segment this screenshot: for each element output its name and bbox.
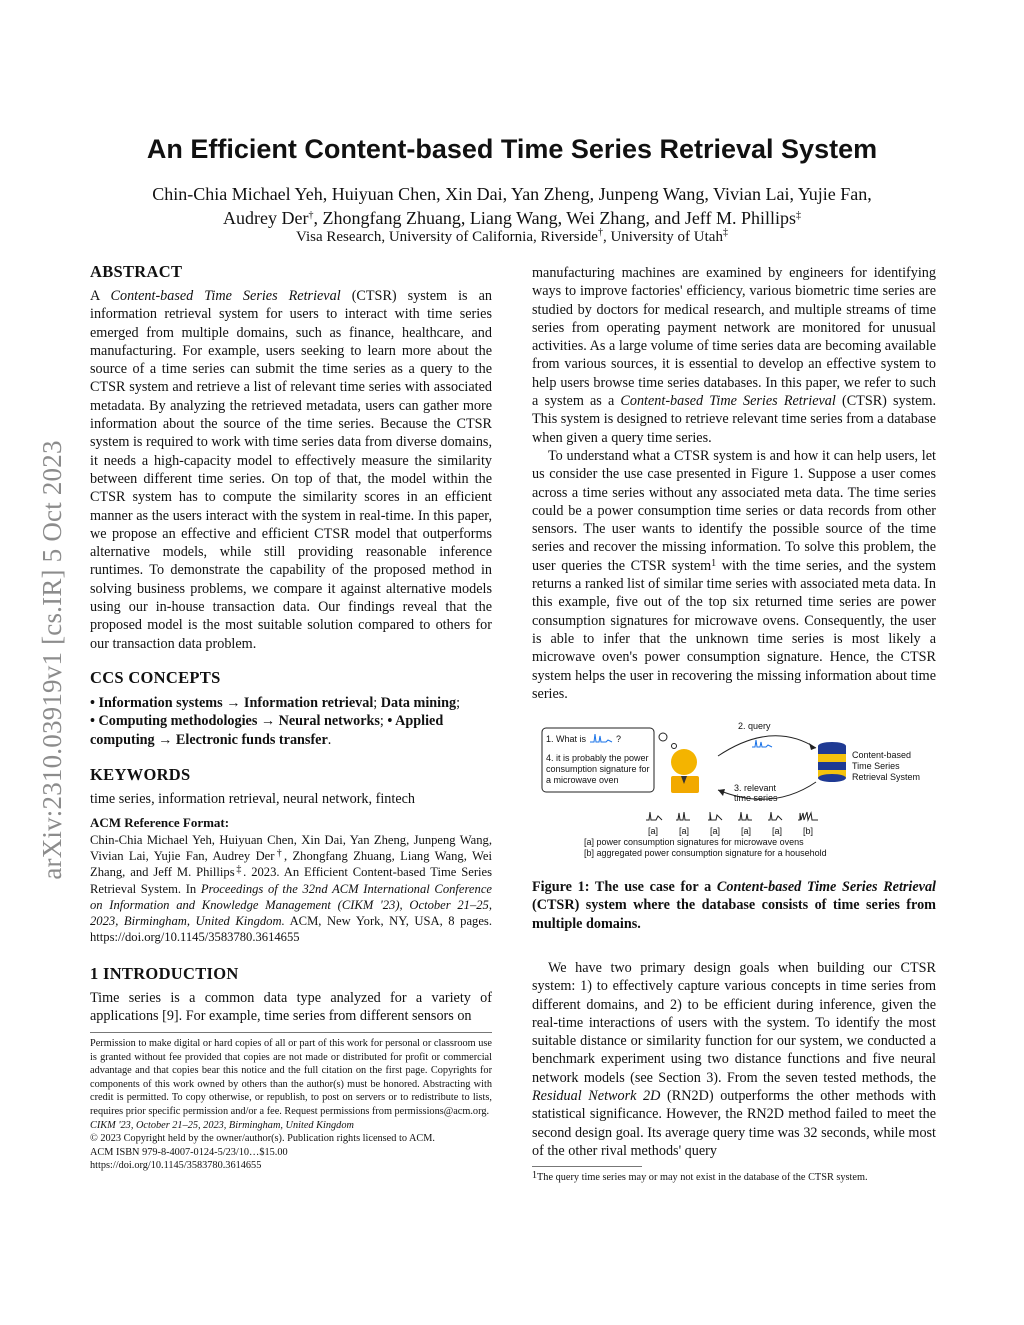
authors (120, 182, 904, 230)
keywords-heading: KEYWORDS (90, 765, 191, 784)
authors-line-2a: Audrey Der (223, 208, 309, 228)
bubble-answer-3: a microwave oven (546, 775, 619, 785)
permission-notice (90, 1037, 492, 1173)
thought-dot-small (672, 744, 677, 749)
db-label-1: Content-based (852, 750, 912, 760)
affiliation-visa-ucr: Visa Research, University of California, Riverside (296, 229, 598, 245)
text-part: with the time series, and the system returns a ranked list of similar time series with associated meta data. In this example, five out of the top six returned time series are power consumption signatures for microwave ovens. Consequently, the user is able to infer that the unknown time series is most likely a microwave oven's power consumption signature. Hence, the CTSR system helps the user in recovering the missing information about time series. (532, 557, 936, 702)
dagger-mark: † (274, 848, 284, 860)
reference-part: , Zhongfang Zhuang, Liang Wang, Wei Zhang, and Jeff M. Phillips (90, 849, 492, 880)
result-signal (738, 812, 752, 820)
result-label-2: [a] (679, 826, 690, 836)
ccs-sep: ; (379, 713, 388, 730)
result-label-3: [a] (710, 826, 721, 836)
db-label-2: Time Series (852, 761, 900, 771)
footnote-rule (90, 1032, 492, 1033)
ccs-sep: ; (373, 695, 381, 711)
intro-continued (532, 264, 936, 703)
result-label-1: [a] (648, 826, 659, 836)
intro-paragraph: Time series is a common data type analyzed for a variety of applications [9]. For example, time series from different sensors on (90, 990, 492, 1025)
figure-1-caption (532, 878, 936, 933)
ccs-heading: CCS CONCEPTS (90, 668, 221, 687)
bubble-question-mark: ? (616, 734, 622, 744)
query-signal-icon (590, 734, 612, 742)
ddagger-mark: ‡ (796, 210, 801, 221)
thought-dot-large (659, 733, 667, 741)
reference-part: Chin-Chia Michael Yeh, Huiyuan Chen, Xin Dai, Yan Zheng, Junpeng Wang, Vivian Lai, Yujie Fan, Audrey Der (90, 833, 492, 864)
ddagger-mark: ‡ (722, 227, 728, 238)
text-part: (CTSR) system. This system is designed to retrieve relevant time series from a database when given a query time series. (532, 393, 936, 446)
legend-b: [b] aggregated power consumption signature for a household (584, 848, 827, 858)
result-signal (676, 812, 690, 820)
abstract-text-part: A (90, 288, 111, 304)
authors-line-1: Chin-Chia Michael Yeh, Huiyuan Chen, Xin Dai, Yan Zheng, Junpeng Wang, Vivian Lai, Yujie Fan, (152, 184, 872, 204)
paper-title: An Efficient Content-based Time Series Retrieval System (146, 134, 878, 164)
reference-part: ACM, New York, NY, USA, 8 pages. https://doi.org/10.1145/3583780.3614655 (90, 914, 492, 945)
result-signal (798, 812, 818, 820)
caption-part: Figure 1: The use case for a (532, 879, 717, 895)
bubble-answer-1: 4. it is probably the power (546, 753, 649, 763)
query-label: 2. query (738, 721, 771, 731)
footnote-separator (532, 1166, 642, 1167)
legend-a: [a] power consumption signatures for microwave ovens (584, 837, 804, 847)
database-icon (818, 742, 846, 782)
abstract-text (90, 287, 492, 653)
relevant-label-2: time series (734, 793, 778, 803)
footnote-1 (532, 1171, 936, 1185)
permission-text: Permission to make digital or hard copies of all or part of this work for personal or classroom use is granted without fee provided that copies are not made or distributed for profit or commercial advantage and that copies bear this notice and the full citation on the first page. Copyrights for components of this work owned by others than the author(s) must be honored. Abstracting with credit is permitted. To copy otherwise, or republish, to post on servers or to redistribute to lists, requires prior specific permission and/or a fee. Request permissions from permissions@acm.org. (90, 1038, 492, 1117)
caption-part: (CTSR) system where the database consists of time series from multiple domains. (532, 897, 936, 932)
text-part: To understand what a CTSR system is and how it can help users, let us consider the use case presented in Figure 1. Suppose a user comes across a time series without any associated meta data. The time series could be a power consumption time series or data records from other sensors. The user wants to identify the possible source of the time series and recover the missing information. To solve this problem, the user queries the CTSR system (532, 447, 936, 574)
text-part: (RN2D) outperforms the other methods with statistical significance. However, the RN2D method failed to meet the second design goal. Its average query time was 32 seconds, while most of the other rival methods' query (532, 1088, 936, 1159)
ccs-concept: • Information systems → Information retrieval (90, 695, 374, 711)
footnote-text: The query time series may or may not exist in the database of the CTSR system. (537, 1172, 868, 1183)
isbn-line: ACM ISBN 979-8-4007-0124-5/23/10…$15.00 (90, 1146, 288, 1158)
result-label-4: [a] (741, 826, 752, 836)
user-icon (671, 749, 699, 793)
affiliation-utah: , University of Utah (602, 229, 723, 245)
abstract-emphasis: Content-based Time Series Retrieval (110, 288, 341, 304)
bubble-question: 1. What is (546, 734, 587, 744)
result-signal (646, 812, 662, 820)
dagger-mark: † (597, 227, 603, 238)
query-arrowhead (809, 743, 816, 750)
query-signal (752, 740, 772, 747)
design-goals-paragraph (532, 959, 936, 1160)
ccs-concept: Data mining (380, 695, 457, 711)
result-signals (646, 812, 818, 820)
ccs-concept: • Applied computing → Electronic funds transfer (90, 713, 444, 748)
ddagger-mark: ‡ (234, 864, 244, 876)
text-emphasis: Content-based Time Series Retrieval (620, 393, 836, 410)
reference-text (90, 832, 492, 945)
doi-line: https://doi.org/10.1145/3583780.3614655 (90, 1160, 262, 1172)
result-signal (768, 812, 782, 820)
dagger-mark: † (308, 210, 314, 221)
text-part: manufacturing machines are examined by engineers for identifying ways to improve factories' efficiency, various biometric time series are studied by doctors for medical research, and multiple streams of time series from operating payment network are monitored for unusual activities. As a large volume of time series data are becoming available from various sources, it is essential to develop an effective system to help users browse time series databases. In this paper, we refer to such a system as a (532, 265, 936, 410)
ccs-concept: • Computing methodologies → Neural networks (90, 713, 380, 730)
caption-emphasis: Content-based Time Series Retrieval (716, 879, 936, 895)
relevant-arrowhead (718, 789, 725, 796)
authors-line-2b: , Zhongfang Zhuang, Liang Wang, Wei Zhang, and Jeff M. Phillips (313, 208, 796, 228)
figure-1 (532, 712, 936, 862)
footnote-marker: 1 (711, 557, 717, 569)
ccs-text (90, 694, 492, 749)
abstract-heading: ABSTRACT (90, 262, 183, 281)
arxiv-stamp: arXiv:2310.03919v1 [cs.IR] 5 Oct 2023 (37, 440, 67, 880)
keywords-text: time series, information retrieval, neural network, fintech (90, 791, 416, 807)
conference-line: CIKM '23, October 21–25, 2023, Birmingham, United Kingdom (90, 1119, 354, 1131)
relevant-label-1: 3. relevant (734, 783, 777, 793)
intro-paragraph-1 (532, 264, 936, 447)
bubble-answer-2: consumption signature for (546, 764, 650, 774)
ccs-sep: . (327, 731, 332, 748)
intro-paragraph-2 (532, 447, 936, 703)
result-signal (708, 812, 722, 820)
affiliations (0, 229, 1024, 246)
result-label-6: [b] (803, 826, 814, 836)
reference-part: . 2023. An Efficient Content-based Time Series Retrieval System. In (90, 865, 493, 896)
ccs-sep: ; (456, 695, 461, 711)
footnote-number: 1 (532, 1170, 537, 1181)
text-part: We have two primary design goals when building our CTSR system: 1) to effectively capture various concepts in time series from different domains, and 2) to be efficient during inference, given the real-time interactions of users with the system. To identify the most suitable distance or similarity function for our system, we conducted a benchmark experiment using two distance functions and five neural network models (see Section 3). From the seven tested methods, the (532, 960, 936, 1086)
abstract-text-part: (CTSR) system is an information retrieval system for users to interact with time series emerged from multiple domains, such as finance, healthcare, and manufacturing. For example, users seeking to learn more about the source of a time series can submit the time series as a query to the CTSR system and retrieve a list of relevant time series with associated metadata. By analyzing the retrieved metadata, users can gather more information about the source of the time series. Because the CTSR system is required to work with time series data from diverse domains, it needs a high-capacity model to effectively measure the similarity between different time series. On top of that, the model within the CTSR system has to compute the similarity scores in an efficient manner as the users interact with the system in real-time. In this paper, we propose an effective and efficient CTSR model that outperforms alternative models, while still providing reasonable inference runtimes. To demonstrate the capability of the proposed method in solving business problems, we compare it against alternative models using our in-house transaction data. Our findings reveal that the proposed model is the most suitable solution compared to others for our transaction data problem. (90, 288, 493, 652)
result-label-5: [a] (772, 826, 783, 836)
db-label-3: Retrieval System (852, 772, 921, 782)
reference-heading: ACM Reference Format: (90, 815, 230, 830)
text-emphasis: Residual Network 2D (532, 1088, 661, 1105)
intro-heading: 1 INTRODUCTION (90, 964, 239, 983)
copyright-line: © 2023 Copyright held by the owner/author(s). Publication rights licensed to ACM. (90, 1133, 436, 1145)
reference-emphasis: Proceedings of the 32nd ACM International Conference on Information and Knowledge Management (CIKM '23), October 21–25, 2023, Birmingham, United Kingdom. (90, 881, 492, 929)
